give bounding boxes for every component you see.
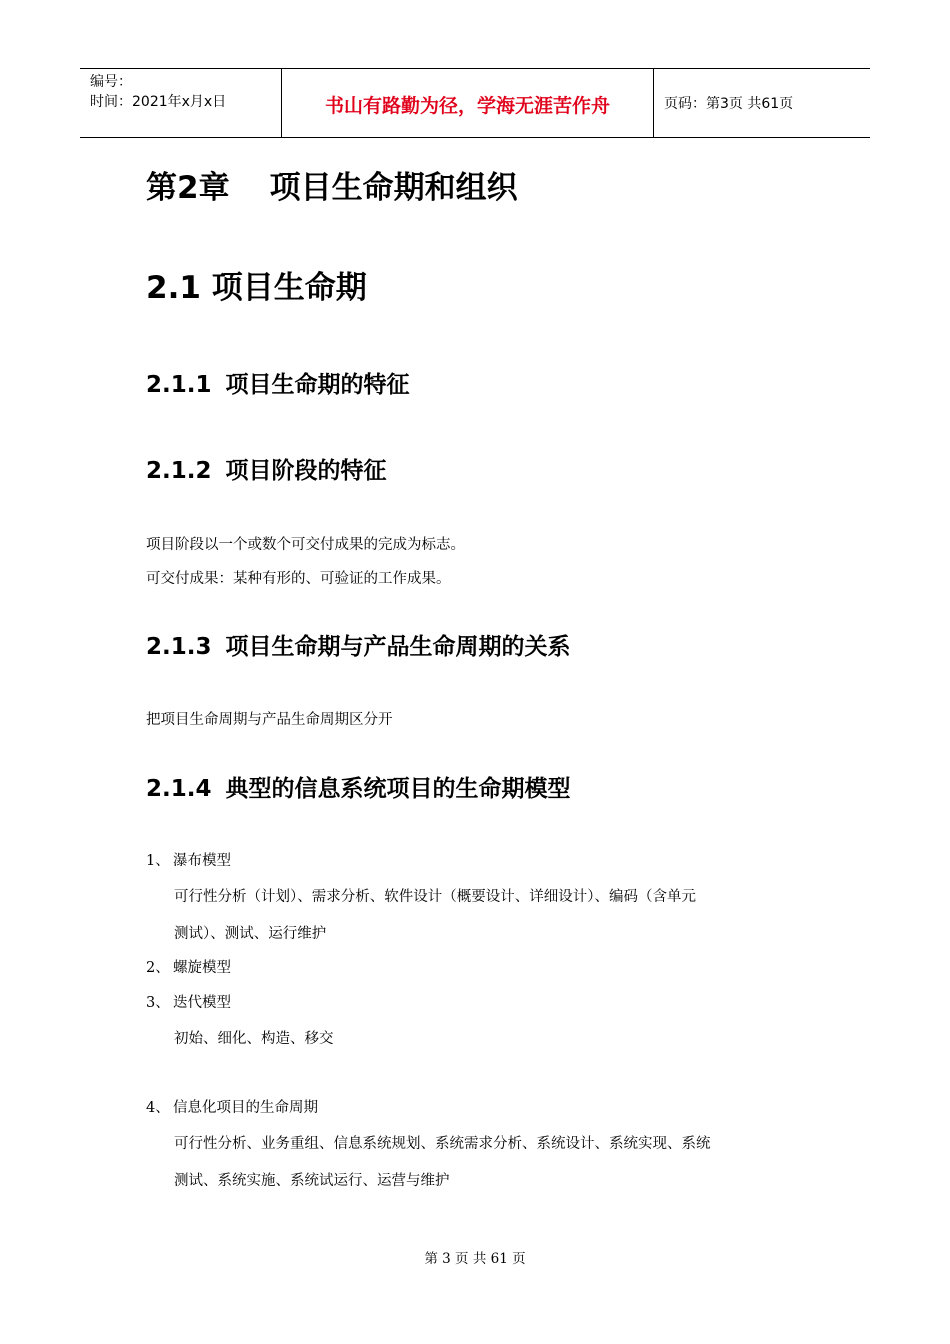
header-time-label: 时间：2021年x月x日 (90, 94, 227, 110)
subsection-heading-2-1-2 (146, 452, 387, 485)
chapter-heading (146, 162, 518, 207)
list-item-detail: 测试、系统实施、系统试运行、运营与维护 (174, 1173, 450, 1189)
subsection-number: 2.1.3 (146, 634, 212, 660)
list-item-label: 螺旋模型 (173, 960, 231, 976)
header-page-cell (654, 69, 870, 137)
header-number-label: 编号： (90, 74, 132, 90)
list-item-label: 瀑布模型 (173, 853, 231, 869)
paragraph: 项目阶段以一个或数个可交付成果的完成为标志。 (146, 537, 465, 553)
list-item-label: 迭代模型 (173, 995, 231, 1011)
list-item (146, 956, 231, 977)
list-item-detail: 初始、细化、构造、移交 (174, 1031, 334, 1047)
list-item-number: 3、 (146, 995, 170, 1011)
subsection-number: 2.1.2 (146, 458, 212, 484)
subsection-title: 项目生命期与产品生命周期的关系 (225, 634, 571, 660)
header-meta-cell (80, 69, 282, 137)
paragraph: 把项目生命周期与产品生命周期区分开 (146, 712, 393, 728)
subsection-title: 典型的信息系统项目的生命期模型 (225, 776, 571, 802)
chapter-title: 项目生命期和组织 (269, 170, 518, 206)
header-page-code: 页码：第3页 共61页 (664, 96, 794, 112)
list-item (146, 1096, 318, 1117)
list-item-label: 信息化项目的生命周期 (173, 1100, 318, 1116)
header-motto-cell (282, 69, 654, 137)
subsection-number: 2.1.1 (146, 372, 212, 398)
list-item (146, 991, 231, 1012)
subsection-heading-2-1-1 (146, 366, 410, 399)
page-footer: 第 3 页 共 61 页 (424, 1251, 526, 1267)
paragraph: 可交付成果：某种有形的、可验证的工作成果。 (146, 571, 451, 587)
list-item-number: 2、 (146, 960, 170, 976)
list-item-detail: 可行性分析（计划）、需求分析、软件设计（概要设计、详细设计）、编码（含单元 (174, 889, 696, 905)
subsection-heading-2-1-3 (146, 628, 571, 661)
header-motto: 书山有路勤为径，学海无涯苦作舟 (324, 95, 610, 117)
subsection-heading-2-1-4 (146, 770, 571, 803)
list-item (146, 849, 231, 870)
subsection-number: 2.1.4 (146, 776, 212, 802)
chapter-number: 第2章 (146, 170, 230, 206)
list-item-number: 1、 (146, 853, 170, 869)
section-heading: 2.1 项目生命期 (146, 270, 367, 306)
page-header (80, 68, 870, 138)
list-item-detail: 测试）、测试、运行维护 (174, 926, 327, 942)
subsection-title: 项目阶段的特征 (225, 458, 387, 484)
subsection-title: 项目生命期的特征 (225, 372, 410, 398)
list-item-detail: 可行性分析、业务重组、信息系统规划、系统需求分析、系统设计、系统实现、系统 (174, 1136, 711, 1152)
list-item-number: 4、 (146, 1100, 170, 1116)
